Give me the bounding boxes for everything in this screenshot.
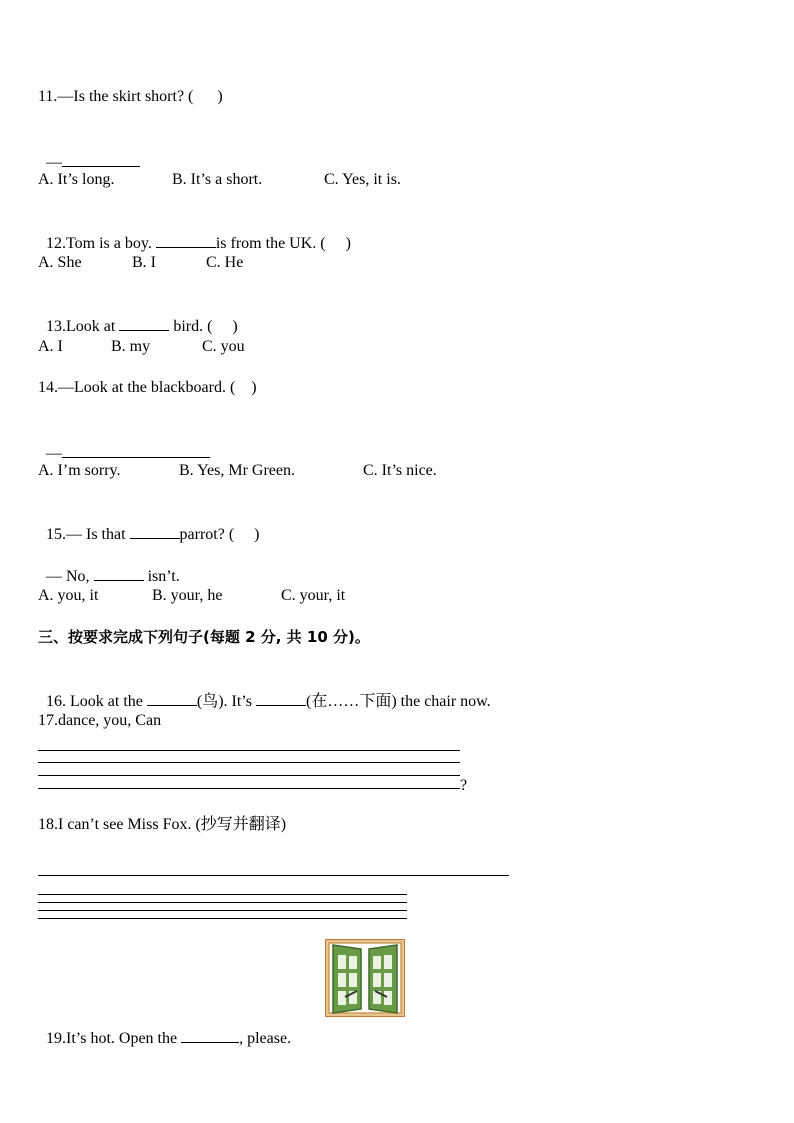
q18-translation-line-4[interactable] [38,918,407,919]
q12-prompt [38,212,351,254]
q15-prompt-start: 15.— Is that [46,526,130,543]
q16-part-c: (在……下面) the chair now. [305,693,491,710]
window-icon [325,939,405,1017]
q17-writing-line-3[interactable] [38,775,460,776]
q15-option-a[interactable]: A. you, it [38,587,99,604]
q18-translation-line-1[interactable] [38,894,407,895]
q15-blank-2[interactable] [94,565,144,581]
q13-prompt-end: bird. ( ) [169,318,238,335]
q18-translation-line-2[interactable] [38,902,407,903]
q15-blank-1[interactable] [130,523,180,539]
q11-option-b[interactable]: B. It’s a short. [172,171,263,188]
q13-prompt [38,295,238,337]
q13-option-c[interactable]: C. you [202,338,245,355]
q17-writing-line-4[interactable] [38,788,460,789]
q16-blank-2[interactable] [256,690,306,706]
q12-blank[interactable] [156,232,216,248]
q11-dash: — [46,154,62,171]
q15-prompt [38,503,260,545]
q15-reply-start: — No, [46,568,94,585]
q19-prompt [38,1007,291,1049]
q12-prompt-start: 12.Tom is a boy. [46,235,156,252]
q15-prompt-end: parrot? ( ) [179,526,260,543]
q14-prompt: 14.—Look at the blackboard. ( ) [38,379,257,396]
q13-option-a[interactable]: A. I [38,338,63,355]
q16-part-a: 16. Look at the [46,693,147,710]
q14-option-b[interactable]: B. Yes, Mr Green. [179,462,295,479]
q17-writing-line-1[interactable] [38,750,460,751]
q14-answer-line [38,422,210,464]
q12-option-b[interactable]: B. I [132,254,156,271]
q19-blank[interactable] [181,1027,239,1043]
q14-option-a[interactable]: A. I’m sorry. [38,462,121,479]
q13-blank[interactable] [119,315,169,331]
section-3-heading: 三、按要求完成下列句子(每题 2 分, 共 10 分)。 [38,628,370,646]
q16-part-b: (鸟). It’s [196,693,256,710]
q11-option-a[interactable]: A. It’s long. [38,171,115,188]
q12-option-c[interactable]: C. He [206,254,244,271]
q13-option-b[interactable]: B. my [111,338,151,355]
q19-prompt-end: , please. [239,1030,292,1047]
q17-prompt: 17.dance, you, Can [38,712,162,729]
q13-prompt-start: 13.Look at [46,318,120,335]
q12-prompt-end: is from the UK. ( ) [215,235,351,252]
q17-question-mark: ? [460,777,468,794]
q11-prompt: 11.—Is the skirt short? ( ) [38,88,223,105]
q11-answer-blank[interactable] [62,151,140,167]
q16-blank-1[interactable] [147,690,197,706]
q14-dash: — [46,445,62,462]
q16-prompt [38,670,491,712]
q18-copy-line[interactable] [38,875,509,876]
q11-answer-line [38,131,140,173]
q14-answer-blank[interactable] [62,442,210,458]
q15-reply-end: isn’t. [143,568,180,585]
q15-option-c[interactable]: C. your, it [281,587,346,604]
q12-option-a[interactable]: A. She [38,254,82,271]
q11-option-c[interactable]: C. Yes, it is. [324,171,401,188]
q18-translation-line-3[interactable] [38,910,407,911]
q15-option-b[interactable]: B. your, he [152,587,223,604]
q15-reply [38,545,180,587]
q19-prompt-start: 19.It’s hot. Open the [46,1030,182,1047]
q18-prompt: 18.I can’t see Miss Fox. (抄写并翻译) [38,816,287,833]
q14-option-c[interactable]: C. It’s nice. [363,462,437,479]
q17-writing-line-2[interactable] [38,762,460,763]
